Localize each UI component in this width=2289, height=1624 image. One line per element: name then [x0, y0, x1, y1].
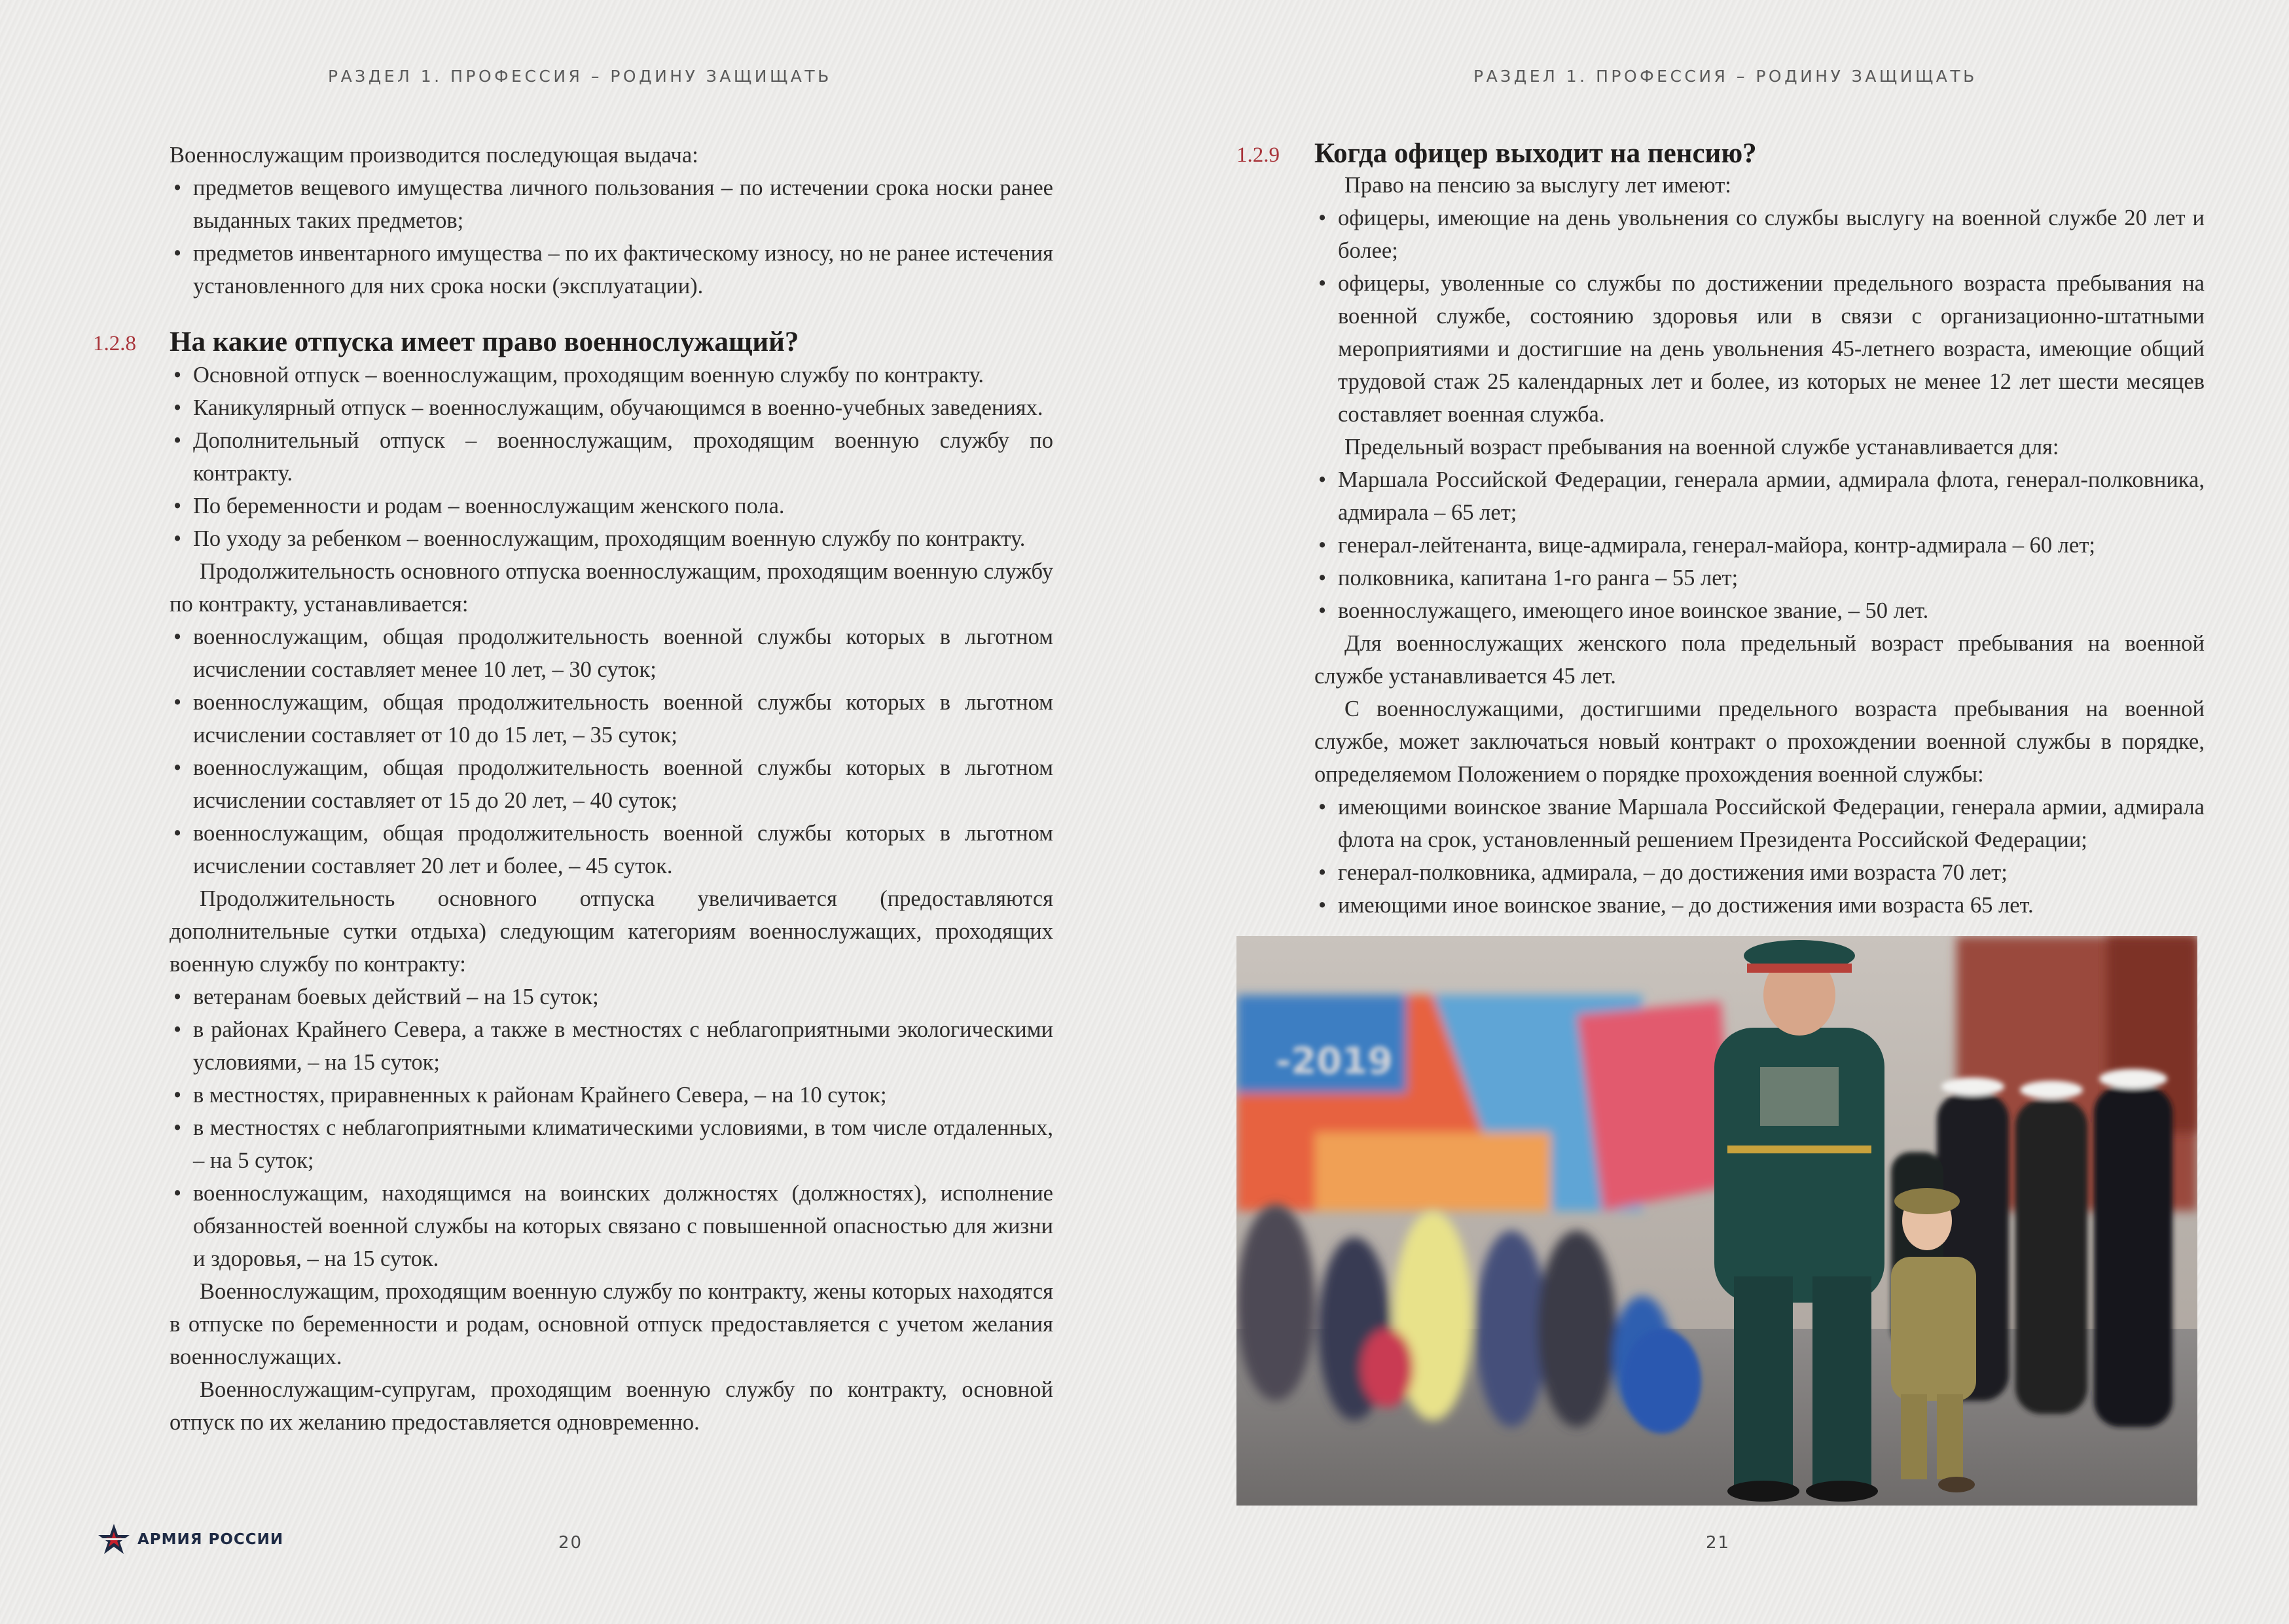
list-item: • генерал-полковника, адмирала, – до достижения ими возраста 70 лет;	[1314, 856, 2205, 889]
list-item: • Дополнительный отпуск – военнослужащим, проходящим военную службу по контракту.	[170, 424, 1053, 490]
intro-paragraph: Военнослужащим производится последующая выдача:	[170, 143, 698, 168]
section-title: На какие отпуска имеет право военнослужащий?	[170, 327, 799, 357]
section-number: 1.2.8	[93, 332, 136, 355]
logo-text: АРМИЯ РОССИИ	[137, 1531, 284, 1548]
list-item: • военнослужащим, находящимся на воинских должностях (должностях), исполнение обязанностей военной службы на которых связано с повышенной опасностью для жизни и здоровья, – на 15 суток.	[170, 1177, 1053, 1275]
list-item: • военнослужащим, общая продолжительность военной службы которых в льготном исчислении составляет от 10 до 15 лет, – 35 суток;	[170, 686, 1053, 751]
list-item: • военнослужащим, общая продолжительность военной службы которых в льготном исчислении составляет 20 лет и более, – 45 суток.	[170, 817, 1053, 882]
pension-list	[1314, 202, 2205, 431]
army-logo	[97, 1523, 283, 1557]
age-intro: Предельный возраст пребывания на военной службе устанавливается для:	[1344, 435, 2059, 460]
list-item: • имеющими воинское звание Маршала Российской Федерации, генерала армии, адмирала флота на срок, установленный решением Президента Российской Федерации;	[1314, 791, 2205, 856]
closing-paragraph: Военнослужащим, проходящим военную службу по контракту, жены которых находятся в отпуске по беременности и родам, основной отпуск предоставляется с учетом желания военнослужащих.	[170, 1279, 1053, 1369]
closing-paragraph: Военнослужащим-супругам, проходящим военную службу по контракту, основной отпуск по их желанию предоставляется одновременно.	[170, 1377, 1053, 1435]
section-title: Когда офицер выходит на пенсию?	[1314, 138, 1757, 169]
increase-paragraph: Продолжительность основного отпуска увеличивается (предоставляются дополнительные сутки отдыха) следующим категориям военнослужащих, проходящих военную службу по контракту:	[170, 886, 1053, 977]
right-page	[1145, 0, 2289, 1624]
banner-text: -2019	[1276, 1040, 1394, 1083]
list-item: • предметов инвентарного имущества – по их фактическому износу, но не ранее истечения установленного для них срока носки (эксплуатации).	[170, 237, 1053, 302]
page-number: 20	[558, 1533, 583, 1553]
list-item: • генерал-лейтенанта, вице-адмирала, генерал-майора, контр-адмирала – 60 лет;	[1314, 529, 2205, 562]
contract-list	[1314, 791, 2205, 922]
list-item: • Каникулярный отпуск – военнослужащим, обучающимся в военно-учебных заведениях.	[170, 391, 1053, 424]
section-number: 1.2.9	[1236, 143, 1280, 167]
list-item: • По уходу за ребенком – военнослужащим, проходящим военную службу по контракту.	[170, 522, 1053, 555]
list-item: • военнослужащим, общая продолжительность военной службы которых в льготном исчислении составляет менее 10 лет, – 30 суток;	[170, 621, 1053, 686]
list-item: • Основной отпуск – военнослужащим, проходящим военную службу по контракту.	[170, 359, 1053, 391]
running-header: РАЗДЕЛ 1. ПРОФЕССИЯ – РОДИНУ ЗАЩИЩАТЬ	[1473, 67, 1977, 86]
page-number: 21	[1706, 1533, 1731, 1553]
intro-bullet-list	[170, 171, 1053, 302]
list-item: • военнослужащим, общая продолжительность военной службы которых в льготном исчислении составляет от 15 до 20 лет, – 40 суток;	[170, 751, 1053, 817]
list-item: • По беременности и родам – военнослужащим женского пола.	[170, 490, 1053, 522]
list-item: • в местностях с неблагоприятными климатическими условиями, в том числе отдаленных, – на 5 суток;	[170, 1111, 1053, 1177]
leave-types-list	[170, 359, 1053, 555]
right-text-column	[1236, 138, 2205, 922]
left-text-column	[93, 139, 1053, 1439]
list-item: • военнослужащего, имеющего иное воинское звание, – 50 лет.	[1314, 594, 2205, 627]
women-paragraph: Для военнослужащих женского пола предельный возраст пребывания на военной службе устанавливается 45 лет.	[1314, 631, 2205, 689]
section-heading	[1236, 135, 2205, 173]
star-icon	[97, 1523, 131, 1557]
list-item: • Маршала Российской Федерации, генерала армии, адмирала флота, генерал-полковника, адмирала – 65 лет;	[1314, 463, 2205, 529]
parade-photo	[1236, 936, 2197, 1506]
increase-list	[170, 981, 1053, 1275]
section-heading	[93, 323, 1053, 361]
contract-paragraph: С военнослужащими, достигшими предельного возраста пребывания на военной службе, может заключаться новый контракт о прохождении военной службы в порядке, определяемом Положением о порядке прохождения военной службы:	[1314, 696, 2205, 787]
running-header: РАЗДЕЛ 1. ПРОФЕССИЯ – РОДИНУ ЗАЩИЩАТЬ	[328, 67, 832, 86]
list-item: • имеющими иное воинское звание, – до достижения ими возраста 65 лет.	[1314, 889, 2205, 922]
age-limit-list	[1314, 463, 2205, 627]
list-item: • предметов вещевого имущества личного пользования – по истечении срока носки ранее выданных таких предметов;	[170, 171, 1053, 237]
list-item: • ветеранам боевых действий – на 15 суток;	[170, 981, 1053, 1013]
list-item: • в местностях, приравненных к районам Крайнего Севера, – на 10 суток;	[170, 1079, 1053, 1111]
list-item: • полковника, капитана 1-го ранга – 55 лет;	[1314, 562, 2205, 594]
left-page	[0, 0, 1144, 1624]
duration-paragraph: Продолжительность основного отпуска военнослужащим, проходящим военную службу по контракту, устанавливается:	[170, 559, 1053, 617]
list-item: • офицеры, имеющие на день увольнения со службы выслугу на военной службе 20 лет и более;	[1314, 202, 2205, 267]
duration-list	[170, 621, 1053, 882]
list-item: • в районах Крайнего Севера, а также в местностях с неблагоприятными экологическими условиями, – на 15 суток;	[170, 1013, 1053, 1079]
pension-intro: Право на пенсию за выслугу лет имеют:	[1344, 173, 1731, 198]
list-item: • офицеры, уволенные со службы по достижении предельного возраста пребывания на военной службе, состоянию здоровья или в связи с организационно-штатными мероприятиями и достигшие на день увольнения 45-летнего возраста, имеющие общий трудовой стаж 25 календарных лет и более, из которых не менее 12 лет шести месяцев составляет военная служба.	[1314, 267, 2205, 431]
